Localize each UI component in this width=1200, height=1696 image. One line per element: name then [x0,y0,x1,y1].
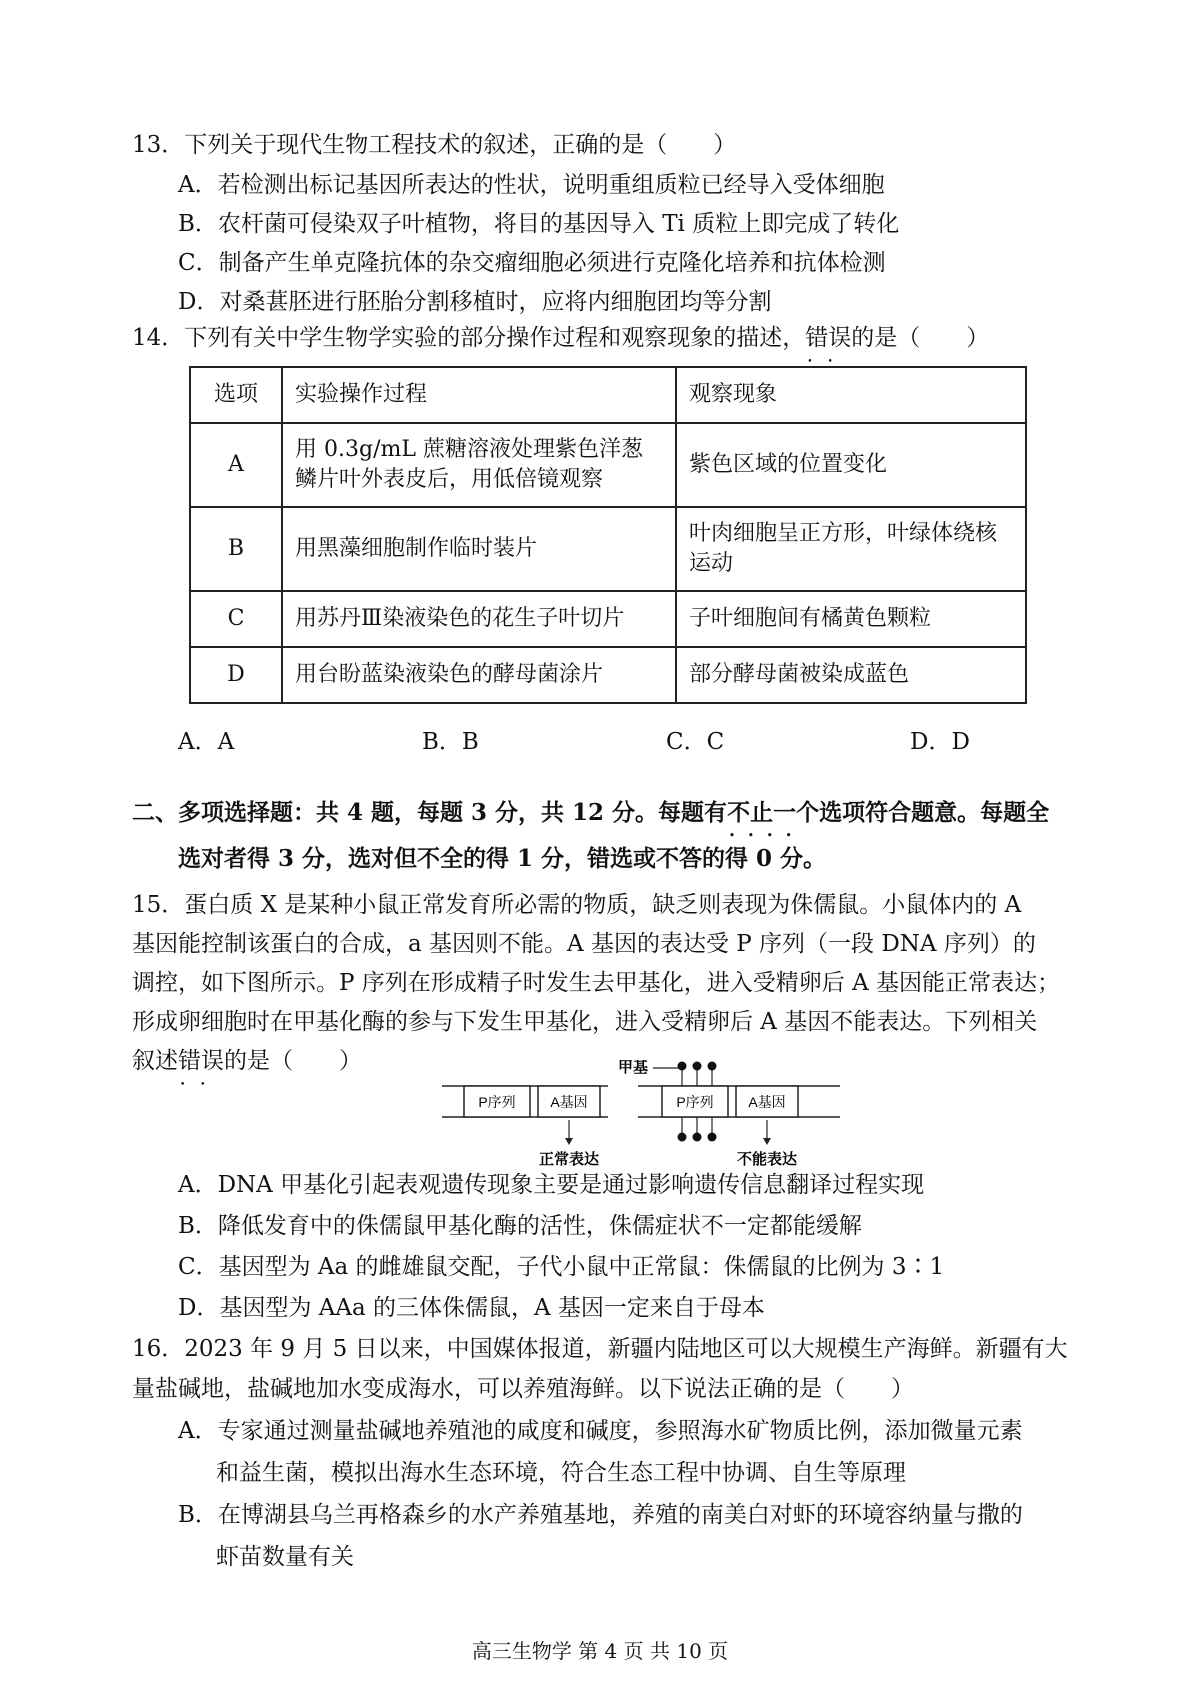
q14-answer-a: A．A [178,729,235,755]
a-gene-label: A基因 [550,1094,588,1110]
q16-option-b: B．在博湖县乌兰再格森乡的水产养殖基地，养殖的南美白对虾的环境容纳量与撒的 [178,1502,1023,1528]
q15-option-c: C．基因型为 Aa 的雌雄鼠交配，子代小鼠中正常鼠：侏儒鼠的比例为 3∶1 [178,1254,945,1280]
q14-answer-d: D．D [910,729,970,755]
q16-option-a: A．专家通过测量盐碱地养殖池的咸度和碱度，参照海水矿物质比例，添加微量元素 [178,1418,1023,1444]
q13-option-b: B．农杆菌可侵染双子叶植物，将目的基因导入 Ti 质粒上即完成了转化 [178,211,900,237]
emphasis-text: 错误 • • [178,1048,224,1074]
section-2-scoring: 选对者得 3 分，选对但不全的得 1 分，错选或不答的得 0 分。 [178,845,827,872]
dna-normal [442,1086,608,1168]
q15-option-a: A．DNA 甲基化引起表观遗传现象主要是通过影响遗传信息翻译过程实现 [178,1172,925,1198]
q16-option-b-cont: 虾苗数量有关 [216,1544,354,1570]
methyl-label: 甲基 [618,1060,649,1076]
q14-answer-c: C．C [666,729,725,755]
a-gene-label: A基因 [748,1094,786,1110]
page-footer: 高三生物学 第 4 页 共 10 页 [471,1639,729,1663]
table-header-procedure: 实验操作过程 [282,367,676,423]
q16-line-2: 量盐碱地，盐碱地加水变成海水，可以养殖海鲜。以下说法正确的是（ ） [132,1376,914,1402]
q16-line-1: 16．2023 年 9 月 5 日以来，中国媒体报道，新疆内陆地区可以大规模生产海鲜。新疆有大 [132,1336,1068,1362]
methylation-diagram [440,1060,840,1170]
p-sequence-label: P序列 [478,1094,516,1110]
q15-line-5: 叙述错误 • •的是（ ） [132,1046,362,1076]
q14-table [189,366,1027,704]
q13-option-d: D．对桑葚胚进行胚胎分割移植时，应将内细胞团均等分割 [178,289,772,315]
table-header-option: 选项 [190,367,282,423]
q15-line-2: 基因能控制该蛋白的合成，a 基因则不能。A 基因的表达受 P 序列（一段 DNA 序列）的 [132,931,1036,957]
table-header-observation: 观察现象 [676,367,1026,423]
q16-option-a-cont: 和益生菌，模拟出海水生态环境，符合生态工程中协调、自生等原理 [216,1460,906,1486]
q15-line-4: 形成卵细胞时在甲基化酶的参与下发生甲基化，进入受精卵后 A 基因不能表达。下列相关 [132,1009,1038,1035]
q13-option-a: A．若检测出标记基因所表达的性状，说明重组质粒已经导入受体细胞 [178,172,885,198]
table-row: D 用台盼蓝染液染色的酵母菌涂片 部分酵母菌被染成蓝色 [190,647,1026,703]
table-row: A 用 0.3g/mL 蔗糖溶液处理紫色洋葱鳞片叶外表皮后，用低倍镜观察 紫色区域的位置变化 [190,423,1026,507]
emphasis-text: 不止一个 • • • • [727,799,819,826]
table-row: B 用黑藻细胞制作临时装片 叶肉细胞呈正方形，叶绿体绕核运动 [190,507,1026,591]
no-expression-label: 不能表达 [736,1151,798,1168]
table-row: C 用苏丹Ⅲ染液染色的花生子叶切片 子叶细胞间有橘黄色颗粒 [190,591,1026,647]
q15-option-d: D．基因型为 AAa 的三体侏儒鼠，A 基因一定来自于母本 [178,1295,765,1321]
p-sequence-label: P序列 [676,1094,714,1110]
q14-stem: 14．下列有关中学生物学实验的部分操作过程和观察现象的描述，错误 • •的是（ ） [132,323,989,353]
q15-line-3: 调控，如下图所示。P 序列在形成精子时发生去甲基化，进入受精卵后 A 基因能正常表达； [132,970,1061,996]
q15-line-1: 15．蛋白质 X 是某种小鼠正常发育所必需的物质，缺乏则表现为侏儒鼠。小鼠体内的 A [132,892,1022,918]
q13-option-c: C．制备产生单克隆抗体的杂交瘤细胞必须进行克隆化培养和抗体检测 [178,250,886,276]
q14-answer-b: B．B [422,729,479,755]
dna-methylated [618,1060,840,1168]
normal-expression-label: 正常表达 [538,1151,600,1168]
q15-option-b: B．降低发育中的侏儒鼠甲基化酶的活性，侏儒症状不一定都能缓解 [178,1213,862,1239]
q13-stem: 13．下列关于现代生物工程技术的叙述，正确的是（ ） [132,132,737,158]
section-2-heading: 二、多项选择题：共 4 题，每题 3 分，共 12 分。每题有不止一个 • • • •选项符合题意。每题全 [132,798,1049,828]
emphasis-text: 错误 • • [805,325,851,351]
